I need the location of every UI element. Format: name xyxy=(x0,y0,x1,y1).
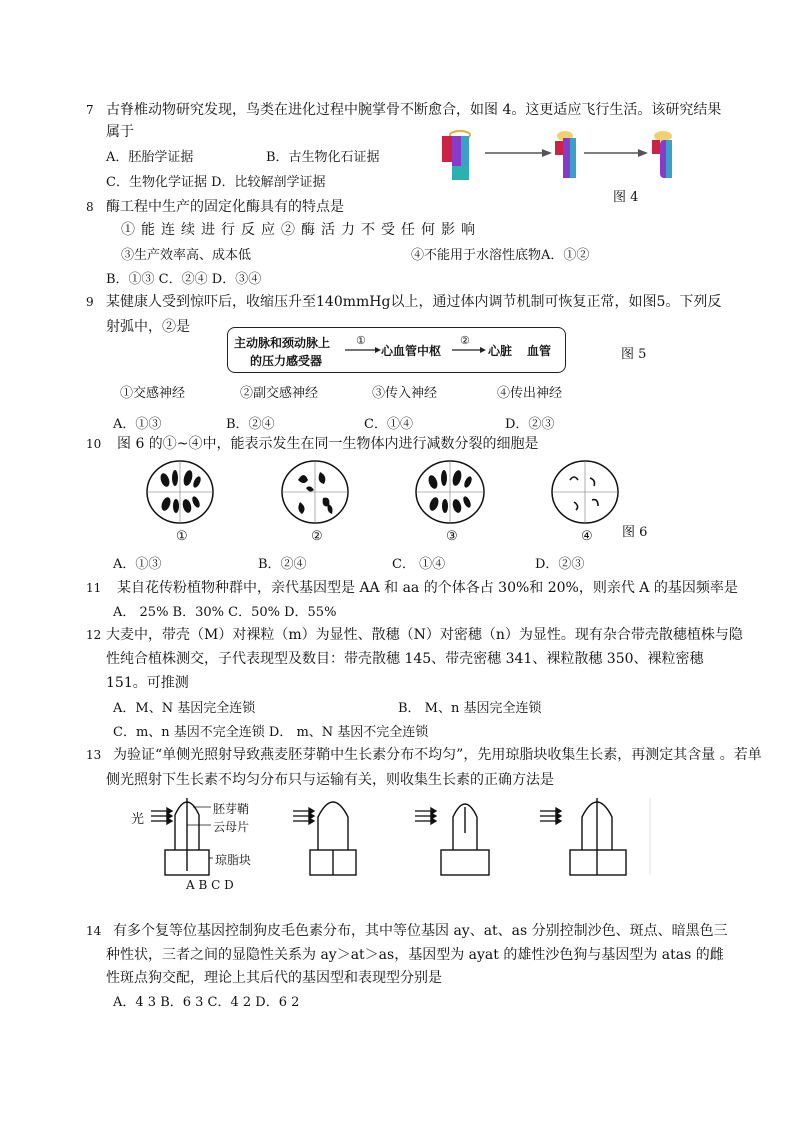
q7-option-b: B．古生物化石证据 xyxy=(266,150,380,165)
figure-6-label: 图 6 xyxy=(622,525,648,540)
q8-options: B．①③ C．②④ D．③④ xyxy=(106,272,262,287)
q14-stem-line2: 种性状，三者之间的显隐性关系为 ay＞at＞as，基因型为 ayat 的雄性沙色狗与基因型为 atas 的雌 xyxy=(106,947,724,963)
receptor-label-line2: 的压力感受器 xyxy=(250,354,323,368)
bone-stage-1 xyxy=(442,131,470,180)
cell-1-label: ① xyxy=(176,529,188,544)
q9-choice-3: ③传入神经 xyxy=(372,386,438,401)
q10-option-c: C． ①④ xyxy=(392,557,446,572)
arrow-head-1 xyxy=(542,149,552,157)
cardiovascular-center-label: 心血管中枢 xyxy=(381,344,442,358)
q9-option-a: A．①③ xyxy=(113,417,162,432)
q8-items-1-2: ①能连续进行反应②酶活力不受任何影响 xyxy=(121,222,481,238)
q7-option-cd: C．生物化学证据 D．比较解剖学证据 xyxy=(106,175,326,190)
q9-choice-4: ④传出神经 xyxy=(497,386,563,401)
setup-c xyxy=(415,804,489,875)
q10-stem: 图 6 的①~④中，能表示发生在同一生物体内进行减数分裂的细胞是 xyxy=(117,436,539,452)
cell-3 xyxy=(416,461,484,523)
q12-stem-line1: 大麦中，带壳（M）对裸粒（m）为显性、散穗（N）对密穗（n）为显性。现有杂合带壳散穗植株与隐 xyxy=(106,627,743,643)
figure-coleoptile-setups xyxy=(125,795,665,880)
pathway-2-label: ② xyxy=(460,334,470,347)
q13-stem-line1: 为验证“单侧光照射导致燕麦胚芽鞘中生长素分布不均匀”，先用琼脂块收集生长素，再测定其含量 。若单 xyxy=(113,747,762,763)
q10-option-a: A．①③ xyxy=(113,557,162,572)
setup-labels-abcd: A B C D xyxy=(186,878,234,892)
q10-option-d: D．②③ xyxy=(535,557,585,572)
q11-options: A． 25% B．30% C．50% D．55% xyxy=(113,605,337,620)
question-number-7: 7 xyxy=(86,103,94,117)
cell-4 xyxy=(552,461,618,523)
vessel-label: 血管 xyxy=(527,344,552,358)
q7-stem-line1: 古脊椎动物研究发现，鸟类在进化过程中腕掌骨不断愈合，如图 4。这更适应飞行生活。该研究结果 xyxy=(106,102,722,118)
q13-stem-line2: 侧光照射下生长素不均匀分布只与运输有关，则收集生长素的正确方法是 xyxy=(106,772,554,788)
bone-stage-2 xyxy=(555,131,576,178)
q14-stem-line3: 性斑点狗交配，理论上其后代的基因型和表现型分别是 xyxy=(106,970,442,986)
figure-6-cells xyxy=(130,458,630,528)
cell-4-label: ④ xyxy=(581,529,593,544)
q14-options: A．4 3 B．6 3 C．4 2 D．6 2 xyxy=(113,995,300,1010)
question-number-13: 13 xyxy=(86,748,102,762)
cell-1 xyxy=(147,461,213,523)
q9-option-c: C．①④ xyxy=(364,417,413,432)
pathway-arrow-1 xyxy=(345,346,381,354)
q12-stem-line2: 性纯合植株测交，子代表现型及数目：带壳散穗 145、带壳密穗 341、裸粒散穗 350、裸粒密穗 xyxy=(106,651,704,667)
question-number-12: 12 xyxy=(86,628,102,642)
q9-choice-2: ②副交感神经 xyxy=(240,386,319,401)
heart-label: 心脏 xyxy=(488,344,513,358)
q8-item-4-option-a: ④不能用于水溶性底物A．①② xyxy=(411,248,590,263)
mica-label: 云母片 xyxy=(213,820,250,834)
setup-d xyxy=(540,798,650,875)
cell-3-label: ③ xyxy=(446,529,458,544)
question-number-8: 8 xyxy=(86,200,94,214)
pathway-arrow-2 xyxy=(452,346,486,354)
cell-2 xyxy=(282,461,348,523)
q9-stem-line1: 某健康人受到惊吓后，收缩压升至140mmHg以上，通过体内调节机制可恢复正常，如图5。下列反 xyxy=(106,294,722,310)
figure-4-label: 图 4 xyxy=(613,190,639,205)
setup-a xyxy=(151,798,213,875)
agar-block-label: 琼脂块 xyxy=(215,853,252,867)
question-number-14: 14 xyxy=(86,924,102,938)
question-number-10: 10 xyxy=(86,437,102,451)
bone-stage-3 xyxy=(652,131,672,178)
q7-stem-line2: 属于 xyxy=(106,124,134,140)
light-label: 光 xyxy=(131,812,145,827)
coleoptile-label: 胚芽鞘 xyxy=(213,802,250,816)
figure-5-label: 图 5 xyxy=(621,347,647,362)
q8-stem: 酶工程中生产的固定化酶具有的特点是 xyxy=(106,199,344,215)
q8-item-3: ③生产效率高、成本低 xyxy=(121,248,252,263)
q11-stem: 某自花传粉植物种群中，亲代基因型是 AA 和 aa 的个体各占 30%和 20%，则亲代 A 的基因频率是 xyxy=(117,580,738,596)
q10-option-b: B．②④ xyxy=(258,557,307,572)
q12-option-a: A．M、N 基因完全连锁 xyxy=(113,701,256,716)
question-number-9: 9 xyxy=(86,295,94,309)
q7-option-a: A．胚胎学证据 xyxy=(106,150,194,165)
question-number-11: 11 xyxy=(86,581,102,595)
cell-2-label: ② xyxy=(311,529,323,544)
q9-option-d: D．②③ xyxy=(505,417,555,432)
q9-choice-1: ①交感神经 xyxy=(120,386,186,401)
arrow-head-2 xyxy=(638,149,648,157)
q9-option-b: B．②④ xyxy=(226,417,275,432)
q12-option-cd: C．m、n 基因不完全连锁 D． m、N 基因不完全连锁 xyxy=(113,725,429,740)
setup-b xyxy=(293,802,356,875)
q14-stem-line1: 有多个复等位基因控制狗皮毛色素分布，其中等位基因 ay、at、as 分别控制沙色、斑点、暗黑色三 xyxy=(113,923,728,939)
q12-stem-line3: 151。可推测 xyxy=(106,675,189,691)
figure-4-bone-evolution xyxy=(430,128,690,188)
q9-stem-line2: 射弧中，②是 xyxy=(106,319,190,335)
pathway-1-label: ① xyxy=(356,334,366,347)
receptor-label-line1: 主动脉和颈动脉上 xyxy=(234,336,331,350)
q12-option-b: B． M、n 基因完全连锁 xyxy=(398,701,542,716)
